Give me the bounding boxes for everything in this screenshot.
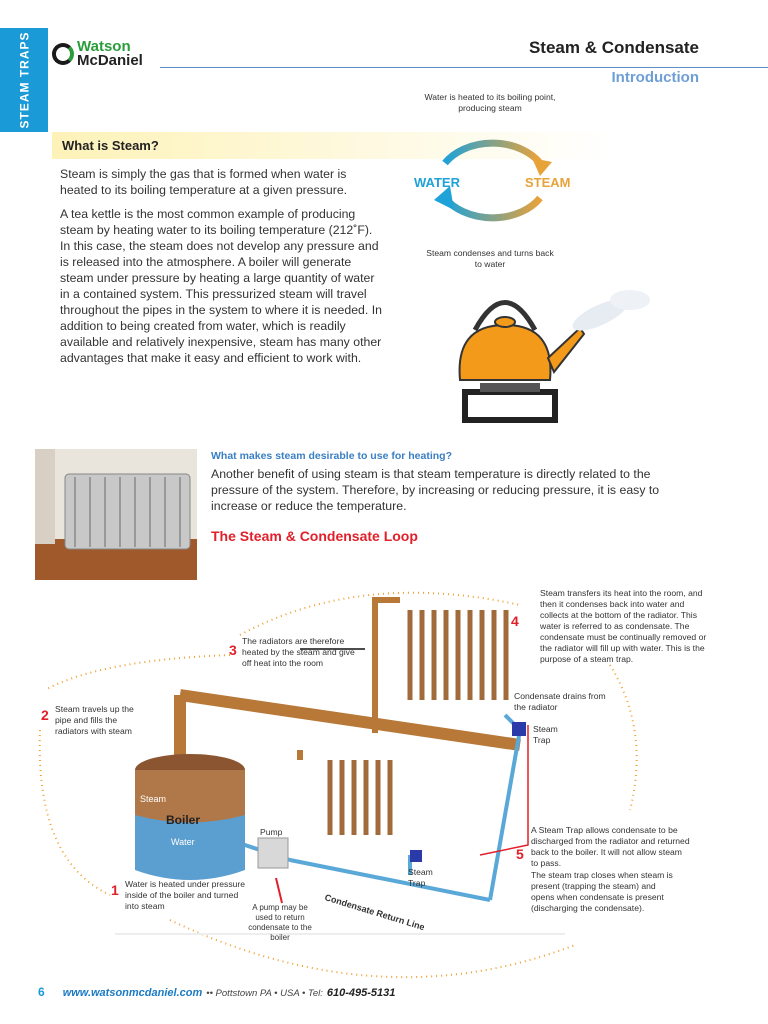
step-4-number: 4 <box>511 613 519 629</box>
bottom-arc <box>445 198 540 218</box>
kettle-illustration <box>450 280 660 430</box>
footer <box>38 985 395 999</box>
section-heading: What is Steam? <box>62 138 159 153</box>
steam-trap-label-lower: Steam Trap <box>408 867 433 888</box>
step-5-text-2: The steam trap closes when steam is present (trapping the steam) and opens when condensate is present (discharging the condensate). <box>531 870 673 913</box>
step-1-text: Water is heated under pressure inside of the boiler and turned into steam <box>125 879 246 911</box>
page-subtitle: Introduction <box>611 69 699 86</box>
top-arc <box>445 143 540 163</box>
step-2-number: 2 <box>41 707 49 723</box>
side-tab-label: STEAM TRAPS <box>17 31 32 129</box>
pump <box>258 838 288 868</box>
steam-trap-upper <box>512 722 526 736</box>
boiler-label: Boiler <box>166 813 201 827</box>
website-link[interactable]: www.watsonmcdaniel.com <box>62 987 203 999</box>
page-title: Steam & Condensate <box>528 38 699 57</box>
logo-line2: McDaniel <box>77 52 143 69</box>
radiator-photo <box>35 449 197 580</box>
cycle-bottom-caption: Steam condenses and turns back to water <box>426 248 554 269</box>
heating-heading: What makes steam desirable to use for heating? <box>211 450 452 462</box>
page-number: 6 <box>38 985 45 999</box>
footer-phone: 610-495-5131 <box>326 987 396 999</box>
logo <box>52 40 143 68</box>
heating-paragraph: Another benefit of using steam is that steam temperature is directly related to the pressure of the system. Therefore, by increasing or reducing pressure, it is easy to increase or reduce the temperature. <box>211 467 660 513</box>
pump-label: Pump <box>260 827 283 837</box>
steam-trap-label-upper: Steam Trap <box>533 724 558 745</box>
pump-note: A pump may be used to return condensate to the boiler <box>248 903 312 942</box>
paragraph-1: Steam is simply the gas that is formed when water is heated to its boiling temperature at a given pressure. <box>60 167 348 197</box>
step-3-text: The radiators are therefore heated by the steam and give off heat into the room <box>242 636 355 668</box>
cycle-water-label: WATER <box>414 175 460 190</box>
footer-location: •• Pottstown PA • USA • Tel: <box>206 988 323 999</box>
cycle-top-caption: Water is heated to its boiling point, producing steam <box>424 92 556 113</box>
side-tab <box>0 28 48 132</box>
boiler-steam-label: Steam <box>140 794 167 804</box>
return-line-label: Condensate Return Line <box>323 892 426 933</box>
step-4-text: Steam transfers its heat into the room, and then it condenses back into water and collects at the bottom of the radiator. This water is referred to as condensate. The condensate must be continually removed or the radiator will fill up with water. This is the purpose of a steam trap. <box>540 588 707 664</box>
step-2-text: Steam travels up the pipe and fills the radiators with steam <box>55 704 134 736</box>
steam-trap-lower <box>410 850 422 862</box>
header-rule <box>160 67 768 68</box>
paragraph-2: A tea kettle is the most common example of producing steam by heating water to its boiling temperature (212˚F). In this case, the steam does not develop any pressure and is released into the atmosphere. A boiler will generate steam under pressure by heating a large quantity of water in a contained system. This pressurized steam will travel throughout the pipes in the system to where it is needed. In addition to being created from water, which is readily available and relatively inexpensive, steam has many other advantages that make it easy and efficient to work with. <box>60 207 382 365</box>
step-3-number: 3 <box>229 642 237 658</box>
step-1-number: 1 <box>111 882 119 898</box>
condensate-drains-label: Condensate drains from the radiator <box>514 691 606 712</box>
logo-line1: Watson <box>77 38 131 55</box>
loop-heading: The Steam & Condensate Loop <box>211 528 418 544</box>
logo-mark-icon <box>52 43 74 65</box>
cycle-steam-label: STEAM <box>525 175 571 190</box>
boiler-water-label: Water <box>171 837 195 847</box>
step-5-number: 5 <box>516 846 524 862</box>
step-5-text: A Steam Trap allows condensate to be discharged from the radiator and returned back to the boiler. It will not allow steam to pass. <box>531 825 690 868</box>
